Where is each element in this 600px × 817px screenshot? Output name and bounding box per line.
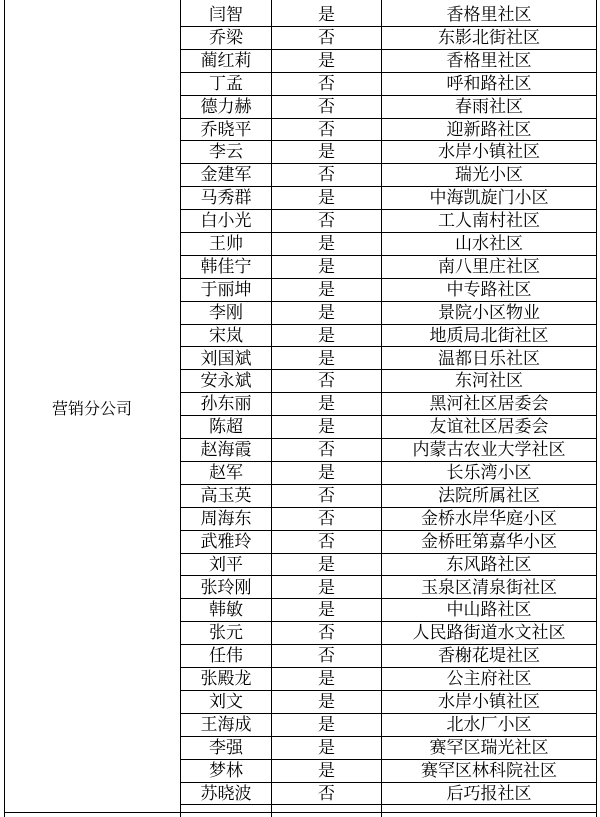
name-cell: 李强 xyxy=(209,738,243,758)
community-cell: 东影北街社区 xyxy=(438,28,540,48)
flag-cell: 否 xyxy=(318,440,335,460)
name-cell: 刘文 xyxy=(209,692,243,712)
flag-cell: 是 xyxy=(318,600,335,620)
flag-cell: 是 xyxy=(318,5,335,25)
flag-cell: 否 xyxy=(318,97,335,117)
community-cell: 香格里社区 xyxy=(446,51,532,71)
community-cell: 温都日乐社区 xyxy=(438,349,540,369)
community-cell: 南八里庄社区 xyxy=(438,257,540,277)
name-cell: 武雅玲 xyxy=(200,532,252,552)
community-cell: 金桥水岸华庭小区 xyxy=(421,509,557,529)
flag-cell: 否 xyxy=(318,646,335,666)
name-cell: 刘平 xyxy=(209,555,243,575)
flag-cell: 否 xyxy=(318,28,335,48)
community-cell: 人民路街道水文社区 xyxy=(412,623,566,643)
community-cell: 中山路社区 xyxy=(446,600,532,620)
name-cell: 闫智 xyxy=(209,5,243,25)
name-cell: 陈超 xyxy=(209,417,243,437)
name-cell: 马秀群 xyxy=(200,188,252,208)
name-cell: 乔晓平 xyxy=(200,120,252,140)
flag-cell: 否 xyxy=(318,532,335,552)
flag-cell: 是 xyxy=(318,51,335,71)
name-cell: 高玉英 xyxy=(200,486,252,506)
name-cell: 任伟 xyxy=(209,646,243,666)
name-cell: 赵军 xyxy=(209,463,243,483)
community-cell: 法院所属社区 xyxy=(438,486,540,506)
name-cell: 安永斌 xyxy=(200,371,252,391)
flag-cell: 是 xyxy=(318,738,335,758)
community-cell: 后巧报社区 xyxy=(446,784,532,804)
flag-cell: 否 xyxy=(318,623,335,643)
flag-cell: 是 xyxy=(318,326,335,346)
flag-cell: 否 xyxy=(318,165,335,185)
flag-cell: 否 xyxy=(318,509,335,529)
flag-cell: 否 xyxy=(318,486,335,506)
name-cell: 苏晓波 xyxy=(200,784,252,804)
community-cell: 水岸小镇社区 xyxy=(438,142,540,162)
flag-cell: 是 xyxy=(318,303,335,323)
flag-cell: 是 xyxy=(318,188,335,208)
community-cell: 东河社区 xyxy=(455,371,523,391)
name-cell: 丁孟 xyxy=(209,74,243,94)
community-cell: 东风路社区 xyxy=(446,555,532,575)
flag-cell: 是 xyxy=(318,669,335,689)
flag-cell: 是 xyxy=(318,349,335,369)
community-cell: 景院小区物业 xyxy=(438,303,540,323)
community-cell: 赛罕区瑞光社区 xyxy=(429,738,549,758)
table-bottom-border xyxy=(4,812,597,813)
name-cell: 孙东丽 xyxy=(200,394,252,414)
flag-cell: 否 xyxy=(318,371,335,391)
name-cell: 韩敏 xyxy=(209,600,243,620)
name-cell: 德力赫 xyxy=(200,97,252,117)
flag-cell: 是 xyxy=(318,715,335,735)
table-right-border xyxy=(596,0,597,817)
name-cell: 韩佳宁 xyxy=(200,257,252,277)
name-cell: 乔梁 xyxy=(209,28,243,48)
community-cell: 呼和路社区 xyxy=(446,74,532,94)
department-cell: 营销分公司 xyxy=(51,399,132,418)
community-cell: 香榭花堤社区 xyxy=(438,646,540,666)
community-cell: 山水社区 xyxy=(455,234,523,254)
flag-cell: 是 xyxy=(318,555,335,575)
flag-cell: 是 xyxy=(318,417,335,437)
community-cell: 香格里社区 xyxy=(446,5,532,25)
community-cell: 金桥旺第嘉华小区 xyxy=(421,532,557,552)
name-cell: 白小光 xyxy=(200,211,252,231)
name-cell: 梦林 xyxy=(209,761,243,781)
flag-cell: 是 xyxy=(318,463,335,483)
name-cell: 刘国斌 xyxy=(200,349,252,369)
name-cell: 宋岚 xyxy=(209,326,243,346)
name-cell: 周海东 xyxy=(200,509,252,529)
community-cell: 北水厂小区 xyxy=(446,715,532,735)
name-cell: 蔺红莉 xyxy=(200,51,252,71)
name-cell: 王海成 xyxy=(200,715,252,735)
name-cell: 李云 xyxy=(209,142,243,162)
flag-cell: 否 xyxy=(318,211,335,231)
name-cell: 赵海霞 xyxy=(200,440,252,460)
flag-cell: 是 xyxy=(318,394,335,414)
flag-cell: 是 xyxy=(318,761,335,781)
community-cell: 内蒙古农业大学社区 xyxy=(412,440,566,460)
flag-cell: 否 xyxy=(318,120,335,140)
name-cell: 王帅 xyxy=(209,234,243,254)
community-cell: 水岸小镇社区 xyxy=(438,692,540,712)
name-cell: 张殿龙 xyxy=(200,669,252,689)
flag-cell: 是 xyxy=(318,257,335,277)
community-cell: 赛罕区林科院社区 xyxy=(421,761,557,781)
community-cell: 公主府社区 xyxy=(446,669,532,689)
flag-cell: 是 xyxy=(318,234,335,254)
community-cell: 地质局北街社区 xyxy=(429,326,549,346)
community-cell: 工人南村社区 xyxy=(438,211,540,231)
name-cell: 金建军 xyxy=(200,165,252,185)
flag-cell: 是 xyxy=(318,142,335,162)
community-cell: 友谊社区居委会 xyxy=(429,417,549,437)
flag-cell: 否 xyxy=(318,784,335,804)
flag-cell: 是 xyxy=(318,578,335,598)
community-cell: 黑河社区居委会 xyxy=(429,394,549,414)
flag-cell: 否 xyxy=(318,74,335,94)
flag-cell: 是 xyxy=(318,692,335,712)
name-cell: 李刚 xyxy=(209,303,243,323)
name-cell: 张玲刚 xyxy=(200,578,252,598)
name-cell: 于丽坤 xyxy=(200,280,252,300)
community-cell: 中专路社区 xyxy=(446,280,532,300)
community-cell: 长乐湾小区 xyxy=(446,463,532,483)
community-cell: 玉泉区清泉街社区 xyxy=(421,578,557,598)
community-cell: 春雨社区 xyxy=(455,97,523,117)
community-cell: 瑞光小区 xyxy=(455,165,523,185)
flag-cell: 是 xyxy=(318,280,335,300)
community-cell: 中海凯旋门小区 xyxy=(429,188,549,208)
name-cell: 张元 xyxy=(209,623,243,643)
community-cell: 迎新路社区 xyxy=(446,120,532,140)
